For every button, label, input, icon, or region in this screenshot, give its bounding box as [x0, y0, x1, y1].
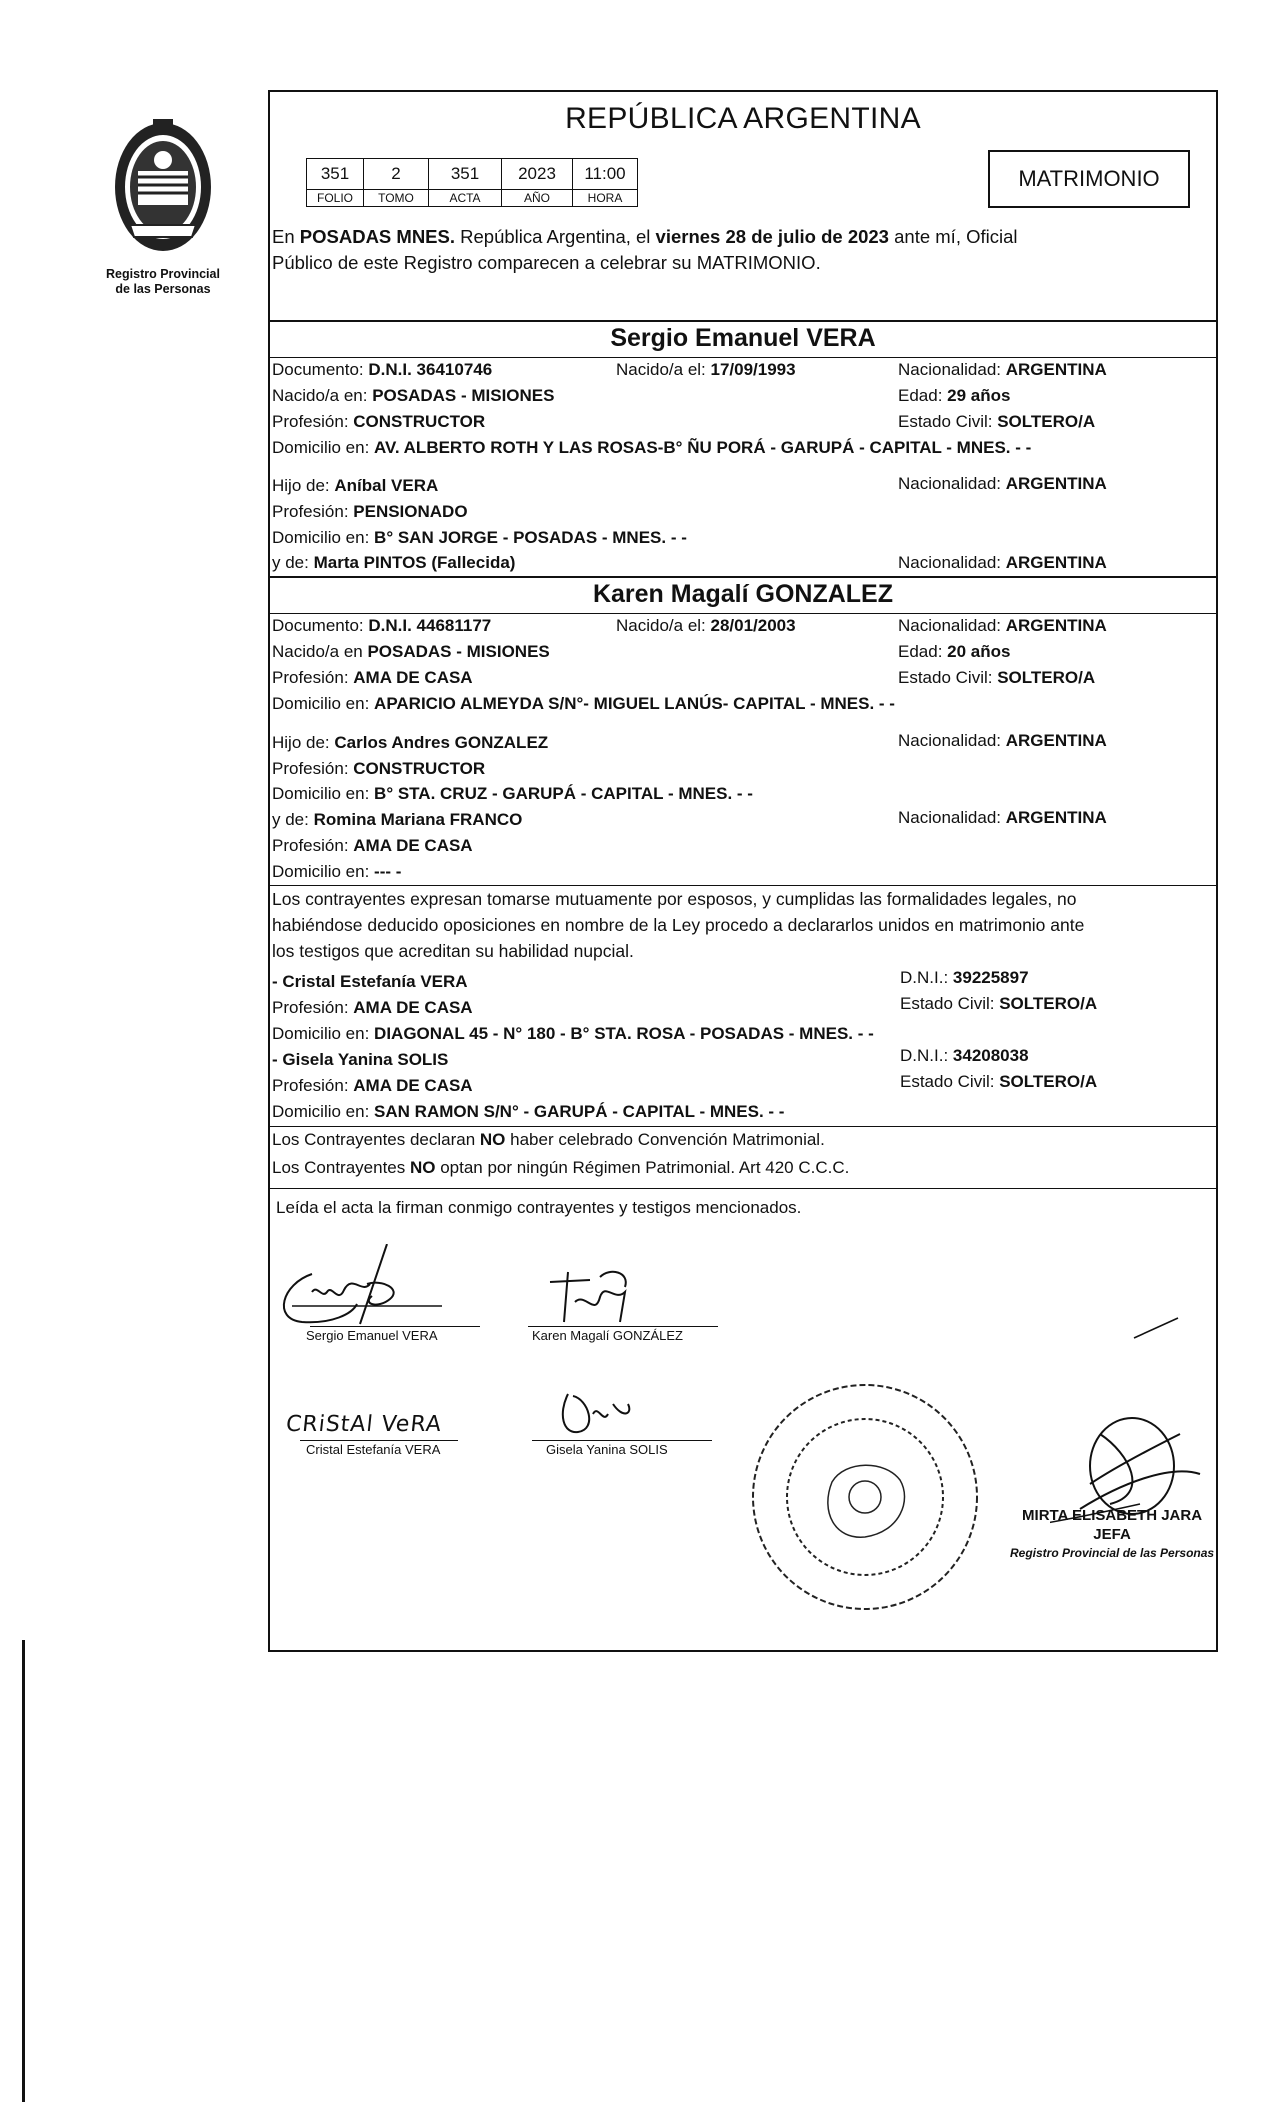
- spouse2-address: Domicilio en: APARICIO ALMEYDA S/N°- MIGUEL LANÚS- CAPITAL - MNES. - -: [272, 694, 895, 713]
- divider: [270, 613, 1216, 614]
- divider: [270, 1126, 1216, 1127]
- spouse2-birthdate: Nacido/a el: 28/01/2003: [616, 616, 796, 635]
- spouse2-civil-status: Estado Civil: SOLTERO/A: [898, 668, 1096, 687]
- signature-label-gisela: Gisela Yanina SOLIS: [546, 1442, 668, 1457]
- closing-text: Leída el acta la firman conmigo contrayentes y testigos mencionados.: [276, 1198, 802, 1217]
- patrimonial-line2: Los Contrayentes NO optan por ningún Régimen Patrimonial. Art 420 C.C.C.: [272, 1158, 850, 1177]
- logo-caption-line2: de las Personas: [115, 282, 211, 296]
- patrimonial-line1: Los Contrayentes declaran NO haber celebrado Convención Matrimonial.: [272, 1130, 825, 1149]
- divider: [270, 1188, 1216, 1189]
- signature-cristal-handwritten: CRiStAl VeRA: [284, 1412, 444, 1437]
- seal-icon: [740, 1372, 990, 1622]
- spouse2-mother-nationality: Nacionalidad: ARGENTINA: [898, 808, 1107, 827]
- spouse1-father: Hijo de: Aníbal VERA: [272, 476, 439, 495]
- registry-numbers-table: [306, 158, 638, 207]
- signature-label-cristal: Cristal Estefanía VERA: [306, 1442, 441, 1457]
- witness1-civil-status: Estado Civil: SOLTERO/A: [900, 994, 1098, 1013]
- intro-date: viernes 28 de julio de 2023: [655, 226, 889, 247]
- margin-mark-icon: [1132, 1314, 1180, 1342]
- signature-label-karen: Karen Magalí GONZÁLEZ: [532, 1328, 683, 1343]
- registry-logo: [88, 115, 238, 300]
- spouse2-father-nationality: Nacionalidad: ARGENTINA: [898, 731, 1107, 750]
- spouse1-nationality: Nacionalidad: ARGENTINA: [898, 360, 1107, 379]
- record-type-box: MATRIMONIO: [988, 150, 1190, 208]
- signature-line: [300, 1440, 458, 1441]
- spouse1-age: Edad: 29 años: [898, 386, 1011, 405]
- witness1-name: - Cristal Estefanía VERA: [272, 972, 468, 991]
- intro-line2: Público de este Registro comparecen a celebrar su MATRIMONIO.: [272, 252, 821, 273]
- officer-name: MIRTA ELISABETH JARA: [1022, 1507, 1203, 1524]
- signature-sergio-graphic: [272, 1244, 462, 1339]
- witness1-address: Domicilio en: DIAGONAL 45 - N° 180 - B° STA. ROSA - POSADAS - MNES. - -: [272, 1024, 874, 1043]
- tomo-value: 2: [364, 159, 429, 190]
- declaration-line2: habiéndose deducido oposiciones en nombre de la Ley procedo a declararlos unidos en matrimonio ante: [272, 915, 1085, 935]
- logo-caption-line1: Registro Provincial: [106, 267, 220, 281]
- tomo-label: TOMO: [364, 190, 429, 207]
- folio-label: FOLIO: [307, 190, 364, 207]
- witness2-address: Domicilio en: SAN RAMON S/N° - GARUPÁ - CAPITAL - MNES. - -: [272, 1102, 785, 1121]
- divider: [270, 576, 1216, 578]
- spouse1-father-profession: Profesión: PENSIONADO: [272, 502, 468, 521]
- hour-value: 11:00: [573, 159, 638, 190]
- spouse1-mother-nationality: Nacionalidad: ARGENTINA: [898, 553, 1107, 572]
- official-seal-stamp: [740, 1372, 990, 1622]
- witness1-profession: Profesión: AMA DE CASA: [272, 998, 473, 1017]
- spouse1-document: Documento: D.N.I. 36410746: [272, 360, 493, 379]
- marriage-certificate-form: [268, 90, 1218, 1652]
- spouse1-address: Domicilio en: AV. ALBERTO ROTH Y LAS ROSAS-B° ÑU PORÁ - GARUPÁ - CAPITAL - MNES. - -: [272, 438, 1032, 457]
- signature-label-sergio: Sergio Emanuel VERA: [306, 1328, 438, 1343]
- spouse2-profession: Profesión: AMA DE CASA: [272, 668, 473, 687]
- spouse2-document: Documento: D.N.I. 44681177: [272, 616, 492, 635]
- witness2-dni: D.N.I.: 34208038: [900, 1046, 1029, 1065]
- acta-value: 351: [429, 159, 502, 190]
- spouse1-profession: Profesión: CONSTRUCTOR: [272, 412, 486, 431]
- intro-place: POSADAS MNES.: [299, 226, 455, 247]
- spouse2-father-profession: Profesión: CONSTRUCTOR: [272, 759, 486, 778]
- spouse2-mother: y de: Romina Mariana FRANCO: [272, 810, 523, 829]
- declaration-line1: Los contrayentes expresan tomarse mutuamente por esposos, y cumplidas las formalidades legales, no: [272, 889, 1077, 909]
- year-label: AÑO: [502, 190, 573, 207]
- spouse2-birthplace: Nacido/a en POSADAS - MISIONES: [272, 642, 550, 661]
- signature-line: [528, 1326, 718, 1327]
- spouse2-name: Karen Magalí GONZALEZ: [592, 580, 894, 608]
- year-value: 2023: [502, 159, 573, 190]
- acta-label: ACTA: [429, 190, 502, 207]
- spouse1-civil-status: Estado Civil: SOLTERO/A: [898, 412, 1096, 431]
- signature-karen-graphic: [540, 1262, 660, 1332]
- spouse2-mother-profession: Profesión: AMA DE CASA: [272, 836, 473, 855]
- witness2-name: - Gisela Yanina SOLIS: [272, 1050, 449, 1069]
- spouse2-father: Hijo de: Carlos Andres GONZALEZ: [272, 733, 549, 752]
- officer-role: JEFA: [1093, 1526, 1131, 1543]
- signature-line: [310, 1326, 480, 1327]
- signature-gisela-graphic: [548, 1384, 648, 1444]
- witness2-profession: Profesión: AMA DE CASA: [272, 1076, 473, 1095]
- intro-line1: En POSADAS MNES. República Argentina, el viernes 28 de julio de 2023 ante mí, Oficial: [272, 226, 1018, 247]
- spouse2-mother-address: Domicilio en: --- -: [272, 862, 402, 881]
- declaration-text: [272, 886, 1214, 964]
- spouse1-father-address: Domicilio en: B° SAN JORGE - POSADAS - MNES. - -: [272, 528, 687, 547]
- spouse1-birthdate: Nacido/a el: 17/09/1993: [616, 360, 796, 379]
- margin-line: [22, 1640, 25, 2102]
- spouse1-mother: y de: Marta PINTOS (Fallecida): [272, 553, 516, 572]
- divider: [270, 320, 1216, 322]
- hour-label: HORA: [573, 190, 638, 207]
- province-shield-icon: [108, 115, 218, 265]
- spouse1-birthplace: Nacido/a en: POSADAS - MISIONES: [272, 386, 555, 405]
- divider: [270, 357, 1216, 358]
- document-title: REPÚBLICA ARGENTINA: [565, 102, 921, 135]
- logo-caption: [88, 267, 238, 297]
- officer-organization: Registro Provincial de las Personas: [1010, 1546, 1215, 1560]
- spouse1-name: Sergio Emanuel VERA: [610, 324, 876, 352]
- officer-stamp: [1010, 1506, 1214, 1563]
- spouse2-nationality: Nacionalidad: ARGENTINA: [898, 616, 1107, 635]
- witness2-civil-status: Estado Civil: SOLTERO/A: [900, 1072, 1098, 1091]
- spouse2-father-address: Domicilio en: B° STA. CRUZ - GARUPÁ - CAPITAL - MNES. - -: [272, 784, 753, 803]
- witness1-dni: D.N.I.: 39225897: [900, 968, 1029, 987]
- spouse1-father-nationality: Nacionalidad: ARGENTINA: [898, 474, 1107, 493]
- folio-value: 351: [307, 159, 364, 190]
- declaration-line3: los testigos que acreditan su habilidad nupcial.: [272, 941, 634, 961]
- signature-line: [532, 1440, 712, 1441]
- spouse2-age: Edad: 20 años: [898, 642, 1011, 661]
